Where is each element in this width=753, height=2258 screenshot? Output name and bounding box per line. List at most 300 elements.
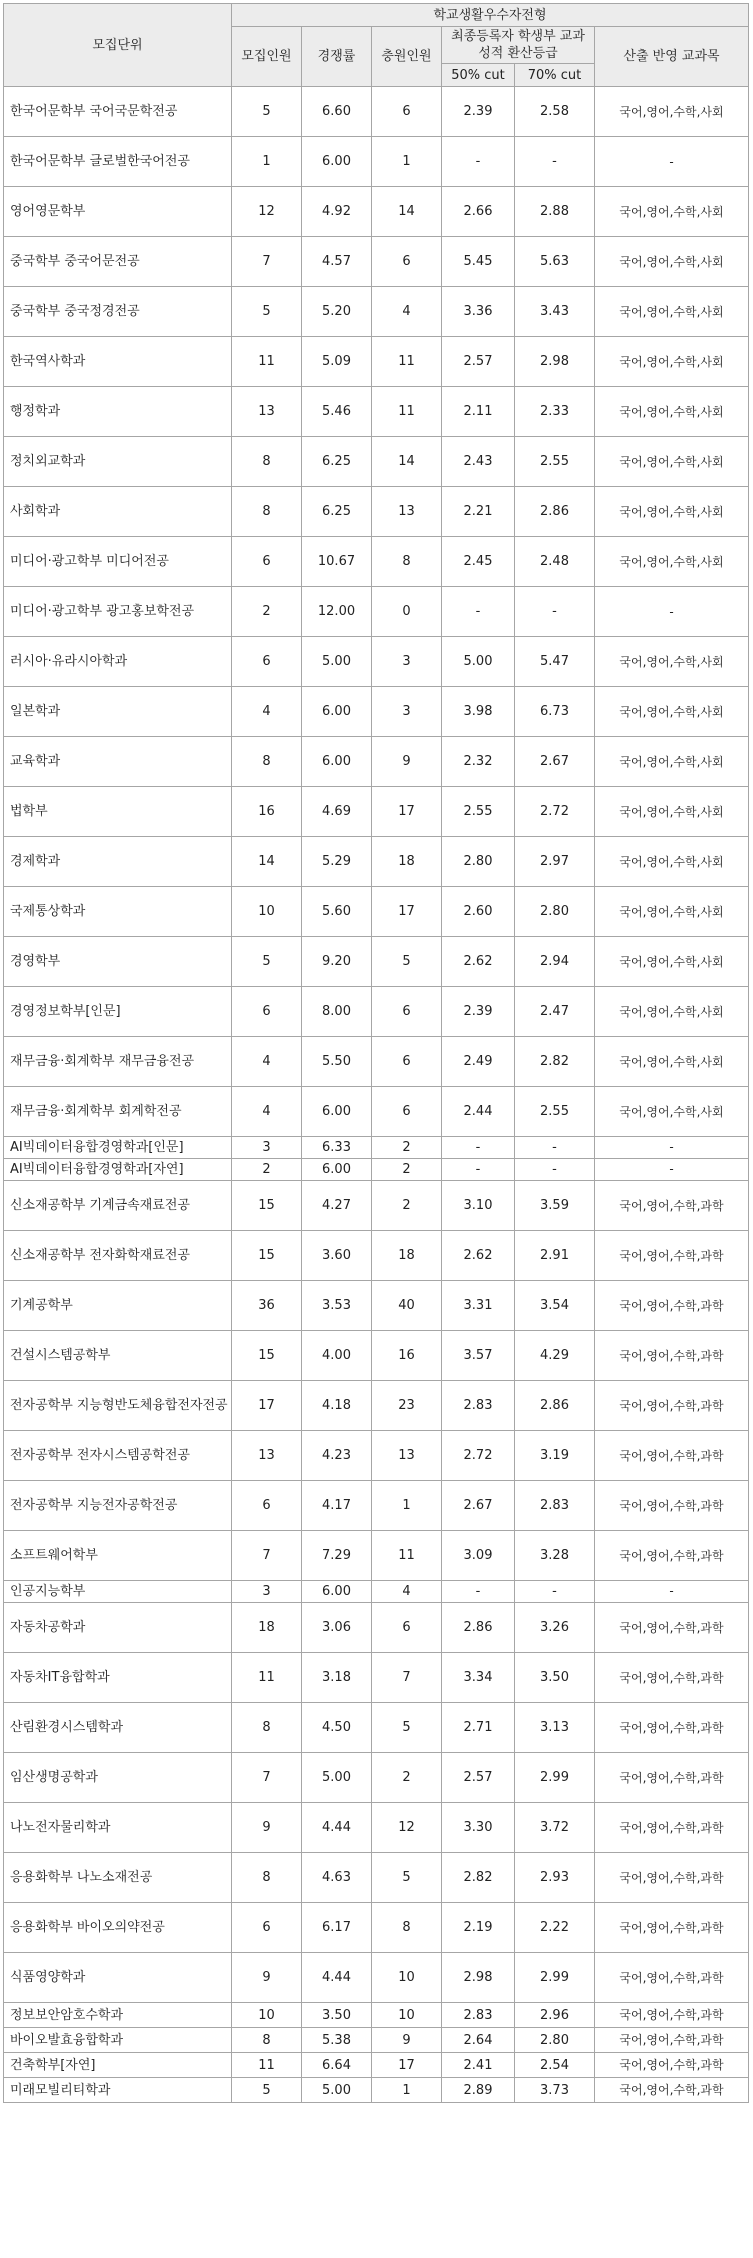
subjects-cell: 국어,영어,수학,과학 xyxy=(595,1531,749,1581)
cut70-cell: 2.47 xyxy=(515,987,595,1037)
unit-name-cell: AI빅데이터융합경영학과[자연] xyxy=(4,1159,232,1181)
unit-name-cell: 인공지능학부 xyxy=(4,1581,232,1603)
subjects-cell: 국어,영어,수학,과학 xyxy=(595,1181,749,1231)
subjects-cell: - xyxy=(595,587,749,637)
cut50-cell: 2.98 xyxy=(442,1953,515,2003)
unit-name-cell: 한국어문학부 글로벌한국어전공 xyxy=(4,137,232,187)
extra-cell: 17 xyxy=(372,2053,442,2078)
table-row xyxy=(4,1331,749,1381)
cut70-cell: - xyxy=(515,1159,595,1181)
subjects-cell: 국어,영어,수학,사회 xyxy=(595,537,749,587)
unit-name-cell: 건설시스템공학부 xyxy=(4,1331,232,1381)
unit-header: 모집단위 xyxy=(4,4,232,87)
subjects-cell: 국어,영어,수학,사회 xyxy=(595,237,749,287)
cut50-cell: 2.39 xyxy=(442,987,515,1037)
table-row xyxy=(4,2078,749,2103)
subjects-cell: 국어,영어,수학,사회 xyxy=(595,1037,749,1087)
cut50-cell: 2.62 xyxy=(442,1231,515,1281)
unit-name-cell: 재무금융·회계학부 회계학전공 xyxy=(4,1087,232,1137)
subjects-cell: - xyxy=(595,1137,749,1159)
extra-cell: 2 xyxy=(372,1181,442,1231)
competition-header: 경쟁률 xyxy=(302,27,372,87)
cut50-cell: 2.43 xyxy=(442,437,515,487)
unit-name-cell: 전자공학부 지능형반도체융합전자전공 xyxy=(4,1381,232,1431)
competition-cell: 12.00 xyxy=(302,587,372,637)
competition-cell: 4.44 xyxy=(302,1953,372,2003)
unit-name-cell: 미디어·광고학부 미디어전공 xyxy=(4,537,232,587)
recruit-cell: 5 xyxy=(232,87,302,137)
table-row xyxy=(4,2053,749,2078)
competition-cell: 3.18 xyxy=(302,1653,372,1703)
table-row xyxy=(4,1181,749,1231)
unit-name-cell: 행정학과 xyxy=(4,387,232,437)
unit-name-cell: 전자공학부 지능전자공학전공 xyxy=(4,1481,232,1531)
extra-cell: 10 xyxy=(372,1953,442,2003)
extra-cell: 4 xyxy=(372,287,442,337)
competition-cell: 6.00 xyxy=(302,1581,372,1603)
unit-name-cell: 신소재공학부 전자화학재료전공 xyxy=(4,1231,232,1281)
extra-cell: 6 xyxy=(372,87,442,137)
cut70-cell: - xyxy=(515,1581,595,1603)
subjects-cell: 국어,영어,수학,과학 xyxy=(595,1331,749,1381)
recruit-cell: 6 xyxy=(232,1481,302,1531)
table-row xyxy=(4,87,749,137)
recruit-cell: 15 xyxy=(232,1231,302,1281)
table-row xyxy=(4,837,749,887)
cut70-cell: 2.97 xyxy=(515,837,595,887)
competition-cell: 4.00 xyxy=(302,1331,372,1381)
extra-cell: 13 xyxy=(372,487,442,537)
extra-cell: 5 xyxy=(372,937,442,987)
table-row xyxy=(4,887,749,937)
recruit-cell: 5 xyxy=(232,937,302,987)
unit-name-cell: 경영학부 xyxy=(4,937,232,987)
cut50-cell: - xyxy=(442,587,515,637)
recruit-cell: 8 xyxy=(232,487,302,537)
cut70-cell: 2.86 xyxy=(515,1381,595,1431)
cut70-cell: - xyxy=(515,137,595,187)
competition-cell: 4.44 xyxy=(302,1803,372,1853)
cut50-cell: 2.55 xyxy=(442,787,515,837)
subjects-cell: 국어,영어,수학,과학 xyxy=(595,1703,749,1753)
subjects-cell: - xyxy=(595,137,749,187)
recruit-cell: 15 xyxy=(232,1331,302,1381)
extra-cell: 14 xyxy=(372,437,442,487)
competition-cell: 4.17 xyxy=(302,1481,372,1531)
subjects-cell: - xyxy=(595,1159,749,1181)
extra-cell: 18 xyxy=(372,837,442,887)
unit-name-cell: 법학부 xyxy=(4,787,232,837)
table-row xyxy=(4,237,749,287)
cut70-cell: 3.59 xyxy=(515,1181,595,1231)
cut50-cell: 3.10 xyxy=(442,1181,515,1231)
cut50-cell: 3.34 xyxy=(442,1653,515,1703)
group-header: 학교생활우수자전형 xyxy=(232,4,749,27)
extra-cell: 40 xyxy=(372,1281,442,1331)
competition-cell: 6.33 xyxy=(302,1137,372,1159)
table-row xyxy=(4,1381,749,1431)
competition-cell: 6.17 xyxy=(302,1903,372,1953)
cut50-cell: 2.32 xyxy=(442,737,515,787)
extra-cell: 13 xyxy=(372,1431,442,1481)
cut70-cell: 2.86 xyxy=(515,487,595,537)
table-row xyxy=(4,1137,749,1159)
table-row xyxy=(4,1953,749,2003)
cut70-cell: 3.13 xyxy=(515,1703,595,1753)
unit-name-cell: 임산생명공학과 xyxy=(4,1753,232,1803)
table-row xyxy=(4,487,749,537)
unit-name-cell: 소프트웨어학부 xyxy=(4,1531,232,1581)
subjects-cell: 국어,영어,수학,과학 xyxy=(595,1803,749,1853)
unit-name-cell: 경제학과 xyxy=(4,837,232,887)
extra-cell: 8 xyxy=(372,1903,442,1953)
recruit-cell: 4 xyxy=(232,1087,302,1137)
subjects-cell: 국어,영어,수학,사회 xyxy=(595,937,749,987)
cut70-cell: 4.29 xyxy=(515,1331,595,1381)
cut70-cell: 2.55 xyxy=(515,437,595,487)
recruit-cell: 16 xyxy=(232,787,302,837)
cut50-cell: 2.39 xyxy=(442,87,515,137)
subjects-cell: 국어,영어,수학,사회 xyxy=(595,737,749,787)
cut70-cell: 2.72 xyxy=(515,787,595,837)
cut70-cell: 2.48 xyxy=(515,537,595,587)
cut70-cell: 2.88 xyxy=(515,187,595,237)
recruit-cell: 5 xyxy=(232,287,302,337)
competition-cell: 5.00 xyxy=(302,1753,372,1803)
extra-cell: 17 xyxy=(372,787,442,837)
recruit-cell: 9 xyxy=(232,1953,302,2003)
competition-cell: 4.57 xyxy=(302,237,372,287)
cut50-cell: 2.86 xyxy=(442,1603,515,1653)
cut50-cell: 2.57 xyxy=(442,1753,515,1803)
extra-cell: 1 xyxy=(372,2078,442,2103)
cut50-cell: 2.80 xyxy=(442,837,515,887)
competition-cell: 5.00 xyxy=(302,2078,372,2103)
extra-cell: 5 xyxy=(372,1853,442,1903)
cut50-cell: 2.11 xyxy=(442,387,515,437)
table-row xyxy=(4,537,749,587)
recruit-cell: 7 xyxy=(232,1753,302,1803)
cut70-cell: 2.22 xyxy=(515,1903,595,1953)
extra-cell: 14 xyxy=(372,187,442,237)
unit-name-cell: 러시아·유라시아학과 xyxy=(4,637,232,687)
competition-cell: 3.06 xyxy=(302,1603,372,1653)
table-header xyxy=(4,4,749,87)
recruit-cell: 11 xyxy=(232,2053,302,2078)
table-row xyxy=(4,1703,749,1753)
cut70-cell: 6.73 xyxy=(515,687,595,737)
cut50-cell: 2.62 xyxy=(442,937,515,987)
cut50-cell: 2.72 xyxy=(442,1431,515,1481)
competition-cell: 6.00 xyxy=(302,137,372,187)
table-row xyxy=(4,1903,749,1953)
recruit-cell: 8 xyxy=(232,737,302,787)
table-row xyxy=(4,2028,749,2053)
subjects-cell: 국어,영어,수학,과학 xyxy=(595,1603,749,1653)
recruit-cell: 8 xyxy=(232,1703,302,1753)
cut50-cell: 2.44 xyxy=(442,1087,515,1137)
grade-group-header: 최종등록자 학생부 교과성적 환산등급 xyxy=(442,27,595,64)
table-row xyxy=(4,687,749,737)
unit-name-cell: 전자공학부 전자시스템공학전공 xyxy=(4,1431,232,1481)
recruit-cell: 5 xyxy=(232,2078,302,2103)
competition-cell: 3.60 xyxy=(302,1231,372,1281)
table-row xyxy=(4,637,749,687)
unit-name-cell: 산림환경시스템학과 xyxy=(4,1703,232,1753)
competition-cell: 5.50 xyxy=(302,1037,372,1087)
recruit-cell: 17 xyxy=(232,1381,302,1431)
cut70-cell: 3.28 xyxy=(515,1531,595,1581)
cut50-cell: 2.60 xyxy=(442,887,515,937)
cut50-cell: 2.83 xyxy=(442,2003,515,2028)
extra-cell: 18 xyxy=(372,1231,442,1281)
extra-cell: 9 xyxy=(372,737,442,787)
subjects-header: 산출 반영 교과목 xyxy=(595,27,749,87)
table-row xyxy=(4,137,749,187)
unit-name-cell: 기계공학부 xyxy=(4,1281,232,1331)
recruit-cell: 4 xyxy=(232,1037,302,1087)
recruit-cell: 6 xyxy=(232,1903,302,1953)
subjects-cell: 국어,영어,수학,과학 xyxy=(595,1653,749,1703)
recruit-cell: 11 xyxy=(232,337,302,387)
table-row xyxy=(4,1653,749,1703)
recruit-cell: 36 xyxy=(232,1281,302,1331)
unit-name-cell: 한국역사학과 xyxy=(4,337,232,387)
cut70-cell: 2.54 xyxy=(515,2053,595,2078)
cut70-header: 70% cut xyxy=(515,64,595,87)
cut70-cell: 2.67 xyxy=(515,737,595,787)
cut50-cell: 3.09 xyxy=(442,1531,515,1581)
recruit-cell: 6 xyxy=(232,537,302,587)
subjects-cell: 국어,영어,수학,사회 xyxy=(595,437,749,487)
table-row xyxy=(4,1159,749,1181)
cut70-cell: 3.19 xyxy=(515,1431,595,1481)
cut70-cell: 2.93 xyxy=(515,1853,595,1903)
extra-cell: 7 xyxy=(372,1653,442,1703)
table-row xyxy=(4,1087,749,1137)
subjects-cell: 국어,영어,수학,사회 xyxy=(595,687,749,737)
recruit-cell: 7 xyxy=(232,1531,302,1581)
extra-cell: 6 xyxy=(372,987,442,1037)
competition-cell: 4.23 xyxy=(302,1431,372,1481)
cut50-cell: - xyxy=(442,1159,515,1181)
subjects-cell: 국어,영어,수학,사회 xyxy=(595,287,749,337)
cut70-cell: 5.47 xyxy=(515,637,595,687)
competition-cell: 5.60 xyxy=(302,887,372,937)
cut50-cell: 5.45 xyxy=(442,237,515,287)
recruit-cell: 14 xyxy=(232,837,302,887)
extra-cell: 4 xyxy=(372,1581,442,1603)
extra-cell: 6 xyxy=(372,237,442,287)
subjects-cell: 국어,영어,수학,과학 xyxy=(595,1481,749,1531)
cut50-cell: 3.57 xyxy=(442,1331,515,1381)
subjects-cell: 국어,영어,수학,사회 xyxy=(595,887,749,937)
unit-name-cell: 응용화학부 바이오의약전공 xyxy=(4,1903,232,1953)
unit-name-cell: 자동차공학과 xyxy=(4,1603,232,1653)
recruit-cell: 10 xyxy=(232,887,302,937)
subjects-cell: 국어,영어,수학,과학 xyxy=(595,2078,749,2103)
cut50-cell: 3.36 xyxy=(442,287,515,337)
subjects-cell: 국어,영어,수학,과학 xyxy=(595,1381,749,1431)
cut70-cell: 2.58 xyxy=(515,87,595,137)
recruit-cell: 13 xyxy=(232,387,302,437)
cut70-cell: 2.80 xyxy=(515,887,595,937)
extra-cell: 12 xyxy=(372,1803,442,1853)
unit-name-cell: 중국학부 중국정경전공 xyxy=(4,287,232,337)
competition-cell: 4.92 xyxy=(302,187,372,237)
cut50-cell: - xyxy=(442,137,515,187)
unit-name-cell: 정보보안암호수학과 xyxy=(4,2003,232,2028)
table-body xyxy=(4,87,749,2103)
unit-name-cell: 교육학과 xyxy=(4,737,232,787)
unit-name-cell: 신소재공학부 기계금속재료전공 xyxy=(4,1181,232,1231)
extra-cell: 23 xyxy=(372,1381,442,1431)
extra-cell: 8 xyxy=(372,537,442,587)
subjects-cell: 국어,영어,수학,과학 xyxy=(595,1953,749,2003)
extra-cell: 10 xyxy=(372,2003,442,2028)
subjects-cell: 국어,영어,수학,사회 xyxy=(595,637,749,687)
cut50-cell: 2.89 xyxy=(442,2078,515,2103)
cut50-cell: 2.19 xyxy=(442,1903,515,1953)
cut50-cell: 2.83 xyxy=(442,1381,515,1431)
extra-cell: 16 xyxy=(372,1331,442,1381)
unit-name-cell: 정치외교학과 xyxy=(4,437,232,487)
table-row xyxy=(4,1603,749,1653)
table-row xyxy=(4,387,749,437)
recruit-cell: 9 xyxy=(232,1803,302,1853)
extra-cell: 11 xyxy=(372,337,442,387)
competition-cell: 4.50 xyxy=(302,1703,372,1753)
recruit-cell: 11 xyxy=(232,1653,302,1703)
recruit-cell: 2 xyxy=(232,1159,302,1181)
table-row xyxy=(4,1231,749,1281)
extra-cell: 17 xyxy=(372,887,442,937)
recruit-cell: 8 xyxy=(232,437,302,487)
table-row xyxy=(4,1531,749,1581)
cut50-cell: 2.41 xyxy=(442,2053,515,2078)
unit-name-cell: 경영정보학부[인문] xyxy=(4,987,232,1037)
subjects-cell: - xyxy=(595,1581,749,1603)
extra-cell: 2 xyxy=(372,1753,442,1803)
recruit-cell: 4 xyxy=(232,687,302,737)
unit-name-cell: 일본학과 xyxy=(4,687,232,737)
extra-cell: 2 xyxy=(372,1137,442,1159)
competition-cell: 6.25 xyxy=(302,487,372,537)
competition-cell: 5.29 xyxy=(302,837,372,887)
extra-cell: 6 xyxy=(372,1603,442,1653)
unit-name-cell: 자동차IT융합학과 xyxy=(4,1653,232,1703)
subjects-cell: 국어,영어,수학,사회 xyxy=(595,487,749,537)
table-row xyxy=(4,2003,749,2028)
recruit-cell: 2 xyxy=(232,587,302,637)
cut50-cell: 5.00 xyxy=(442,637,515,687)
competition-cell: 4.63 xyxy=(302,1853,372,1903)
cut50-cell: 2.49 xyxy=(442,1037,515,1087)
unit-name-cell: 영어영문학부 xyxy=(4,187,232,237)
cut50-cell: 2.64 xyxy=(442,2028,515,2053)
recruit-cell: 6 xyxy=(232,987,302,1037)
table-row xyxy=(4,1481,749,1531)
recruit-cell: 18 xyxy=(232,1603,302,1653)
table-row xyxy=(4,987,749,1037)
cut50-cell: 3.98 xyxy=(442,687,515,737)
cut70-cell: 2.33 xyxy=(515,387,595,437)
subjects-cell: 국어,영어,수학,과학 xyxy=(595,1231,749,1281)
table-row xyxy=(4,287,749,337)
competition-cell: 10.67 xyxy=(302,537,372,587)
unit-name-cell: 식품영양학과 xyxy=(4,1953,232,2003)
competition-cell: 5.00 xyxy=(302,637,372,687)
unit-name-cell: 국제통상학과 xyxy=(4,887,232,937)
table-row xyxy=(4,937,749,987)
competition-cell: 6.64 xyxy=(302,2053,372,2078)
competition-cell: 6.00 xyxy=(302,1159,372,1181)
cut50-cell: 2.21 xyxy=(442,487,515,537)
extra-cell: 9 xyxy=(372,2028,442,2053)
recruit-cell: 15 xyxy=(232,1181,302,1231)
extra-cell: 6 xyxy=(372,1037,442,1087)
competition-cell: 8.00 xyxy=(302,987,372,1037)
unit-name-cell: 미래모빌리티학과 xyxy=(4,2078,232,2103)
competition-cell: 5.20 xyxy=(302,287,372,337)
table-row xyxy=(4,1853,749,1903)
cut50-cell: 2.67 xyxy=(442,1481,515,1531)
cut70-cell: - xyxy=(515,587,595,637)
cut70-cell: 2.98 xyxy=(515,337,595,387)
recruit-cell: 13 xyxy=(232,1431,302,1481)
extra-cell: 11 xyxy=(372,1531,442,1581)
recruit-cell: 1 xyxy=(232,137,302,187)
cut70-cell: 3.43 xyxy=(515,287,595,337)
cut70-cell: 2.83 xyxy=(515,1481,595,1531)
cut70-cell: 2.82 xyxy=(515,1037,595,1087)
competition-cell: 6.00 xyxy=(302,737,372,787)
unit-name-cell: 중국학부 중국어문전공 xyxy=(4,237,232,287)
cut70-cell: 3.50 xyxy=(515,1653,595,1703)
extra-cell: 3 xyxy=(372,637,442,687)
admission-results-table xyxy=(3,3,749,2103)
competition-cell: 3.50 xyxy=(302,2003,372,2028)
subjects-cell: 국어,영어,수학,사회 xyxy=(595,837,749,887)
extra-cell: 6 xyxy=(372,1087,442,1137)
table-row xyxy=(4,737,749,787)
subjects-cell: 국어,영어,수학,과학 xyxy=(595,1431,749,1481)
cut70-cell: 3.73 xyxy=(515,2078,595,2103)
recruit-cell: 6 xyxy=(232,637,302,687)
competition-cell: 9.20 xyxy=(302,937,372,987)
subjects-cell: 국어,영어,수학,사회 xyxy=(595,787,749,837)
cut50-cell: 3.30 xyxy=(442,1803,515,1853)
extra-cell: 5 xyxy=(372,1703,442,1753)
cut70-cell: 3.72 xyxy=(515,1803,595,1853)
cut70-cell: 2.99 xyxy=(515,1953,595,2003)
cut50-cell: 2.71 xyxy=(442,1703,515,1753)
table-row xyxy=(4,437,749,487)
recruit-cell: 3 xyxy=(232,1581,302,1603)
cut50-cell: - xyxy=(442,1581,515,1603)
subjects-cell: 국어,영어,수학,사회 xyxy=(595,87,749,137)
subjects-cell: 국어,영어,수학,과학 xyxy=(595,1753,749,1803)
competition-cell: 3.53 xyxy=(302,1281,372,1331)
recruit-cell: 10 xyxy=(232,2003,302,2028)
table-row xyxy=(4,787,749,837)
unit-name-cell: 나노전자물리학과 xyxy=(4,1803,232,1853)
competition-cell: 6.60 xyxy=(302,87,372,137)
competition-cell: 7.29 xyxy=(302,1531,372,1581)
unit-name-cell: 건축학부[자연] xyxy=(4,2053,232,2078)
cut50-cell: 2.57 xyxy=(442,337,515,387)
table-row xyxy=(4,1281,749,1331)
